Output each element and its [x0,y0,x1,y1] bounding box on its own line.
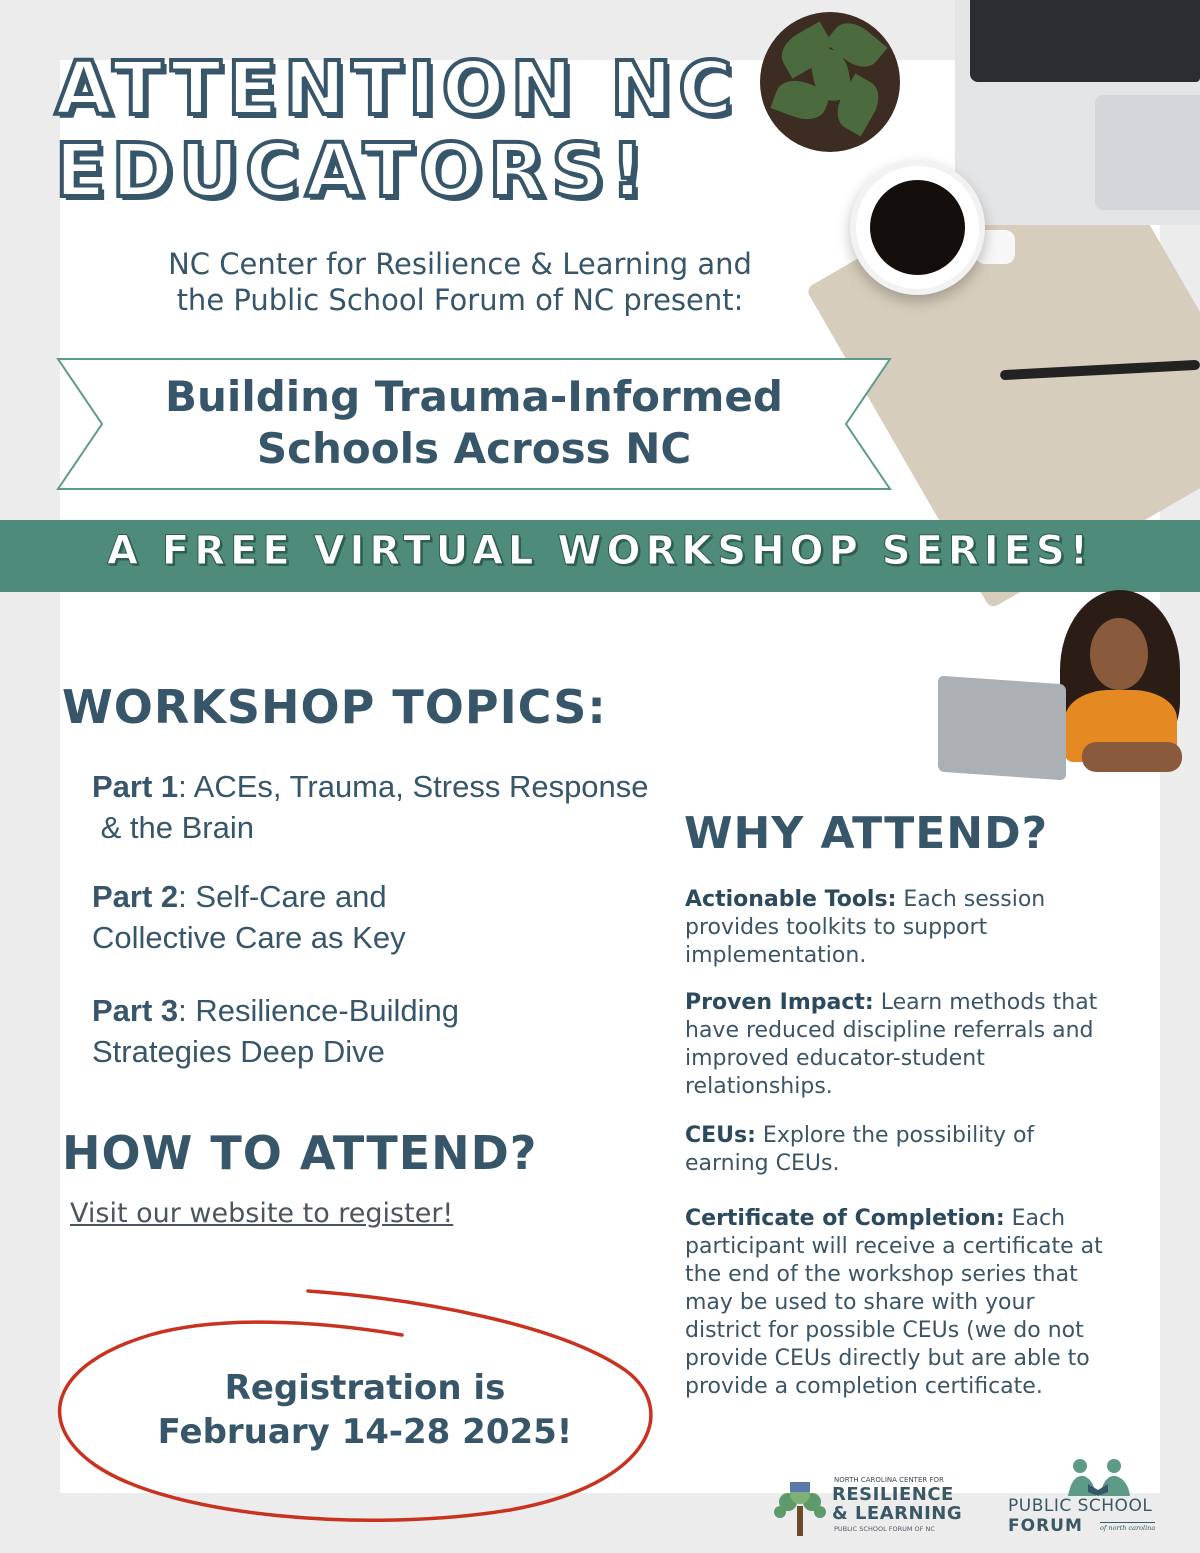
topic-text: : Self-Care and [178,879,387,914]
workshop-topics-heading: WORKSHOP TOPICS: [62,680,607,734]
presenter-line-2: the Public School Forum of NC present: [176,283,744,317]
topic-text: : ACEs, Trauma, Stress Response [178,769,649,804]
topic-text-line-2: Strategies Deep Dive [92,1034,385,1069]
banner-title-line-2: Schools Across NC [256,424,692,473]
banner-title-line-1: Building Trauma-Informed [165,372,783,421]
plant-image [760,12,900,152]
topic-text-line-2: Collective Care as Key [92,920,406,955]
topic-item [92,766,649,848]
why-item-text: Explore the possibility of earning CEUs. [685,1123,1035,1176]
logo-bottom-text: PUBLIC SCHOOL FORUM OF NC [834,1525,935,1533]
headline-line-1: ATTENTION NC [55,46,739,132]
woman-photo [1060,590,1180,760]
why-item-title: Actionable Tools: [685,887,897,912]
topic-part-label: Part 2 [92,879,179,914]
title-banner [56,357,892,491]
coffee-mug-image [850,160,985,295]
register-link[interactable]: Visit our website to register! [70,1198,454,1229]
series-bar [0,520,1200,592]
topic-item [92,990,459,1072]
why-item-title: Certificate of Completion: [685,1206,1005,1231]
registration-line-1: Registration is [224,1368,506,1408]
topic-text-line-2: & the Brain [92,810,254,845]
why-item-text: Each session provides toolkits to support implementation. [685,887,1046,968]
reading-kids-icon [1058,1458,1138,1498]
registration-dates [110,1366,620,1454]
why-item [685,1205,1115,1401]
presenter-line-1: NC Center for Resilience & Learning and [168,247,752,281]
headline-line-2: EDUCATORS! [55,128,651,214]
why-attend-heading: WHY ATTEND? [684,808,1049,859]
headline [55,48,739,212]
why-item [685,886,1115,970]
topic-text: : Resilience-Building [178,993,460,1028]
keyboard-image [970,0,1200,82]
trackpad-image [1095,95,1200,210]
why-item-text: Each participant will receive a certificate at the end of the workshop series that may be used to share with your district for possible CEUs (we do not provide CEUs directly but are able to provide a completion certificate. [685,1206,1103,1399]
logo-resilience-text: RESILIENCE [832,1484,954,1505]
logo-learning-text: & LEARNING [832,1503,963,1524]
topic-part-label: Part 1 [92,769,179,804]
why-item-title: Proven Impact: [685,990,874,1015]
public-school-forum-logo [1008,1458,1173,1538]
registration-line-2: February 14-28 2025! [157,1412,573,1452]
forum-logo-tag: of north carolina [1100,1524,1156,1532]
why-item [685,989,1115,1101]
topic-part-label: Part 3 [92,993,179,1028]
why-item-title: CEUs: [685,1123,756,1148]
forum-logo-line-1: PUBLIC SCHOOL [1008,1496,1153,1516]
series-label: A FREE VIRTUAL WORKSHOP SERIES! [107,528,1093,574]
resilience-learning-logo [770,1476,970,1538]
laptop-photo [938,676,1066,781]
forum-logo-line-2: FORUM [1008,1516,1083,1536]
logo-top-text: NORTH CAROLINA CENTER FOR [834,1476,944,1484]
tree-book-icon [770,1480,830,1538]
presenter-text [60,246,860,318]
how-to-attend-heading: HOW TO ATTEND? [62,1126,538,1180]
why-item-text: Learn methods that have reduced discipline referrals and improved educator-student relationships. [685,990,1098,1099]
hands-photo [1082,742,1182,772]
why-item [685,1122,1115,1178]
topic-item [92,876,406,958]
